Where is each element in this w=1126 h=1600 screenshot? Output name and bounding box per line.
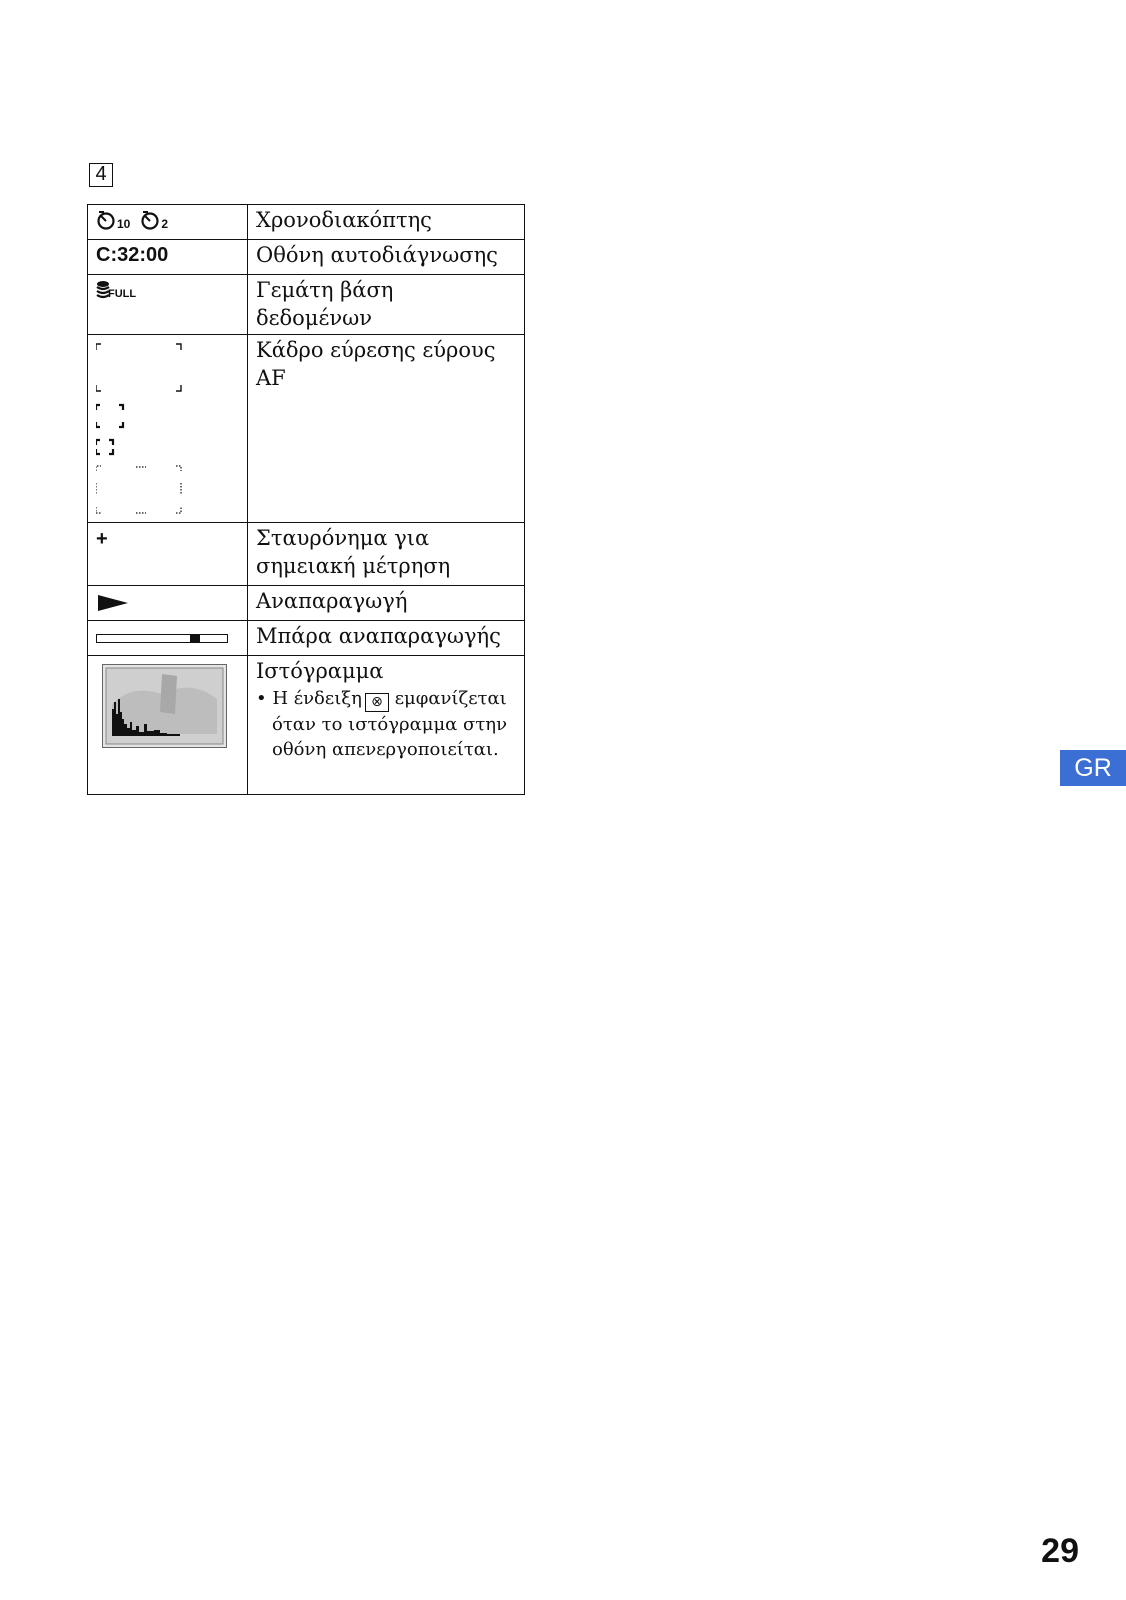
icon-cell — [88, 335, 248, 523]
spot-metering-label-line2: σημειακή μέτρηση — [256, 554, 451, 578]
table-row — [88, 335, 525, 523]
table-row — [88, 205, 525, 240]
icon-cell — [88, 523, 248, 586]
icon-cell — [88, 656, 248, 795]
histogram-thumbnail — [102, 664, 227, 748]
description-cell — [248, 205, 525, 240]
spot-metering-label-line1: Σταυρόνημα για — [256, 526, 430, 550]
playback-label: Αναπαραγωγή — [256, 589, 408, 613]
playback-bar-label: Μπάρα αναπαραγωγής — [256, 624, 501, 648]
table-row — [88, 621, 525, 656]
table-row — [88, 656, 525, 795]
indicator-reference-table — [87, 204, 525, 795]
description-cell — [248, 523, 525, 586]
histogram-note-text: εμφανίζεται όταν το ιστόγραμμα στην οθόνη απενεργοποιείται. — [272, 688, 508, 760]
self-diagnosis-code: C:32:00 — [96, 244, 169, 266]
description-cell — [248, 275, 525, 335]
description-cell — [248, 621, 525, 656]
table-row — [88, 586, 525, 621]
histogram-off-icon: ⊗ — [365, 693, 389, 712]
self-timer-icon: 10 2 — [96, 209, 239, 231]
histogram-label: Ιστόγραμμα — [256, 659, 384, 683]
language-tab: GR — [1060, 750, 1126, 786]
description-cell — [248, 240, 525, 275]
histogram-note-prefix: • Η ένδειξη — [256, 688, 362, 709]
description-cell — [248, 656, 525, 795]
table-row — [88, 523, 525, 586]
page-number: 29 — [1041, 1532, 1079, 1570]
af-range-finder-frames-icon — [96, 338, 196, 518]
af-frame-label-line2: AF — [256, 366, 286, 390]
icon-cell — [88, 586, 248, 621]
playback-bar-icon — [96, 626, 228, 650]
description-cell — [248, 586, 525, 621]
af-frame-label-line1: Κάδρο εύρεσης εύρους — [256, 338, 496, 362]
histogram-note — [256, 686, 516, 762]
spot-metering-cross-icon: + — [96, 528, 108, 550]
icon-cell — [88, 621, 248, 656]
icon-cell — [88, 205, 248, 240]
description-cell — [248, 335, 525, 523]
self-timer-label: Χρονοδιακόπτης — [256, 208, 432, 232]
table-row — [88, 275, 525, 335]
icon-cell — [88, 275, 248, 335]
table-row — [88, 240, 525, 275]
database-full-icon: FULL — [96, 280, 239, 300]
self-diagnosis-label: Οθόνη αυτοδιάγνωσης — [256, 243, 498, 267]
database-full-label: Γεμάτη βάση δεδομένων — [256, 278, 394, 330]
icon-cell — [88, 240, 248, 275]
section-number-box: 4 — [89, 163, 113, 187]
playback-icon — [96, 591, 130, 615]
